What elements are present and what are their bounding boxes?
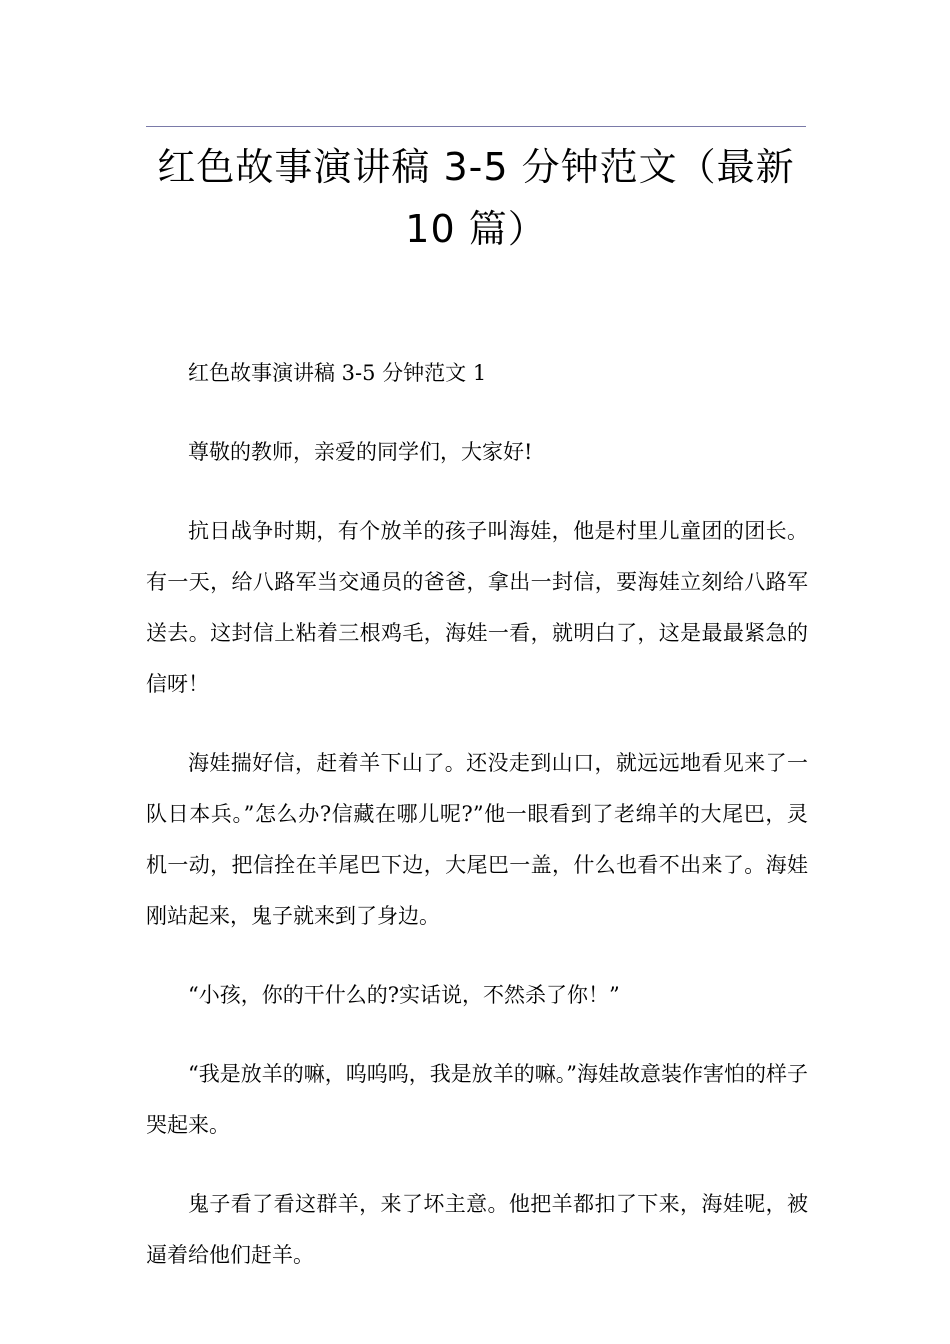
document-title-line-2: 10 篇） [405, 207, 547, 251]
paragraph: 抗日战争时期，有个放羊的孩子叫海娃，他是村里儿童团的团长。有一天，给八路军当交通员的爸爸，拿出一封信，要海娃立刻给八路军送去。这封信上粘着三根鸡毛，海娃一看，就明白了，这是最最紧急的信呀！ [146, 519, 808, 696]
paragraph-subtitle: 红色故事演讲稿 3-5 分钟范文 1 [188, 361, 487, 385]
document-body [146, 348, 808, 1309]
paragraph-greeting: 尊敬的教师，亲爱的同学们，大家好! [188, 440, 533, 464]
paragraph: “小孩，你的干什么的?实话说，不然杀了你！” [188, 983, 620, 1007]
document-title-line-1: 红色故事演讲稿 3-5 分钟范文（最新 [157, 145, 795, 189]
header-rule [146, 126, 806, 127]
paragraph: 海娃揣好信，赶着羊下山了。还没走到山口，就远远地看见来了一队日本兵。”怎么办?信藏在哪儿呢?”他一眼看到了老绵羊的大尾巴，灵机一动，把信拴在羊尾巴下边，大尾巴一盖，什么也看不出来了。海娃刚站起来，鬼子就来到了身边。 [146, 751, 808, 928]
paragraph: 鬼子看了看这群羊，来了坏主意。他把羊都扣了下来，海娃呢，被逼着给他们赶羊。 [146, 1192, 808, 1267]
document-title [136, 136, 816, 260]
paragraph: “我是放羊的嘛，呜呜呜，我是放羊的嘛。”海娃故意装作害怕的样子哭起来。 [146, 1062, 808, 1137]
